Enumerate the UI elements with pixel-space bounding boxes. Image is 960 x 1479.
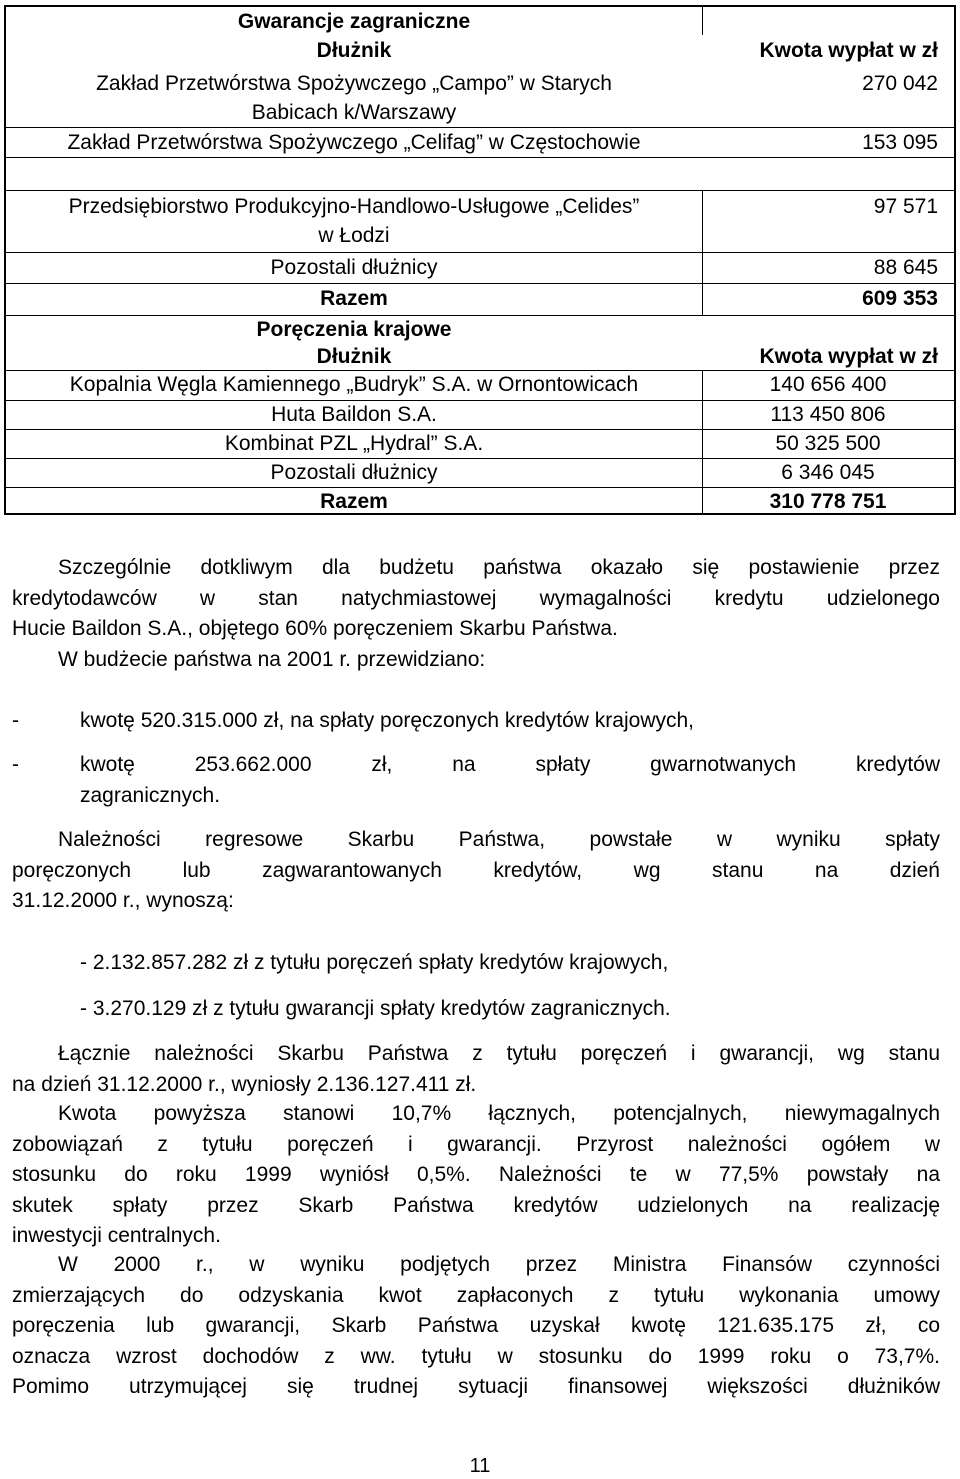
paragraph: Należności regresowe Skarbu Państwa, powstałe w wyniku spłaty poręczonych lub zagwarantowanych kredytów, wg stanu na dzień 31.12.2000 r., wynoszą: [12,828,940,912]
list-item: - 3.270.129 zł z tytułu gwarancji spłaty kredytów zagranicznych. [80,997,671,1020]
list-item: kwotę 520.315.000 zł, na spłaty poręczonych kredytów krajowych, [80,709,694,732]
amount-cell: 88 645 [873,256,938,279]
paragraph: Łącznie należności Skarbu Państwa z tytułu poręczeń i gwarancji, wg stanu na dzień 31.12.2000 r., wyniosły 2.136.127.411 zł. [12,1042,940,1096]
debtor-cell: Zakład Przetwórstwa Spożywczego „Campo” w Starych Babicach k/Warszawy [96,72,612,124]
table-total-row [6,487,954,515]
col-header-amount: Kwota wypłat w zł [759,39,938,62]
debtor-cell: Pozostali dłużnicy [270,256,438,279]
table-total-row [6,283,954,316]
table-row [6,458,954,488]
paragraph: W budżecie państwa na 2001 r. przewidziano: [58,648,486,671]
table-row [6,429,954,459]
table-header-row [6,342,954,371]
page-number: 11 [469,1455,491,1477]
total-amount: 609 353 [862,287,938,310]
col-header-debtor: Dłużnik [316,345,392,368]
paragraph: Szczególnie dotkliwym dla budżetu państwa okazało się postawienie przez kredytodawców w stan natychmiastowej wymagalności kredytu udzielonego Hucie Baildon S.A., objętego 60% poręczeniem Skarbu Państwa. [12,556,940,640]
col-header-amount: Kwota wypłat w zł [759,345,938,368]
debtor-cell: Zakład Przetwórstwa Spożywczego „Celifag” w Częstochowie [67,131,641,154]
guarantees-table [4,5,956,515]
amount-cell: 270 042 [862,72,938,95]
table-row [6,252,954,284]
table-row [6,370,954,401]
amount-cell: 97 571 [873,195,938,218]
table-row [6,315,954,342]
list-item: - 2.132.857.282 zł z tytułu poręczeń spłaty kredytów krajowych, [80,951,669,974]
col-header-debtor: Dłużnik [316,39,392,62]
amount-cell: 113 450 806 [770,403,886,426]
paragraph: W 2000 r., w wyniku podjętych przez Ministra Finansów czynności zmierzających do odzyskania kwot zapłaconych z tytułu wykonania umowy poręczenia lub gwarancji, Skarb Państwa uzyskał kwotę 121.635.175 zł, co oznacza wzrost dochodów z ww. tytułu w stosunku do 1999 roku o 73,7%. Pomimo utrzymującej się trudnej sytuacji finansowej większości dłużników [12,1253,940,1398]
table-row [6,400,954,430]
dash-marker: - [12,753,19,776]
total-label: Razem [320,490,388,513]
debtor-cell: Huta Baildon S.A. [271,403,437,426]
paragraph: Kwota powyższa stanowi 10,7% łącznych, potencjalnych, niewymagalnych zobowiązań z tytułu poręczeń i gwarancji. Przyrost należności ogółem w stosunku do roku 1999 wyniósł 0,5%. Należności te w 77,5% powstały na skutek spłaty przez Skarb Państwa kredytów udzielonych na realizację inwestycji centralnych. [12,1102,940,1247]
table-row [6,127,954,158]
table-row [6,7,954,35]
debtor-cell: Kopalnia Węgla Kamiennego „Budryk” S.A. w Ornontowicach [69,373,639,396]
amount-cell: 153 095 [862,131,938,154]
amount-cell: 140 656 400 [769,373,887,396]
list-item: kwotę 253.662.000 zł, na spłaty gwarnotwanych kredytów zagranicznych. [80,753,940,807]
total-label: Razem [320,287,388,310]
amount-cell: 6 346 045 [781,461,875,484]
debtor-cell: Pozostali dłużnicy [270,461,438,484]
table-gap-row [6,157,954,191]
dash-marker: - [12,709,19,732]
section-title-domestic: Poręczenia krajowe [256,318,452,341]
total-amount: 310 778 751 [769,490,887,513]
debtor-cell: Kombinat PZL „Hydral” S.A. [224,432,484,455]
amount-cell: 50 325 500 [775,432,881,455]
section-title-foreign: Gwarancje zagraniczne [237,10,471,33]
table-header-row [6,35,954,65]
table-row [6,190,954,253]
debtor-cell: Przedsiębiorstwo Produkcyjno-Handlowo-Usługowe „Celides” w Łodzi [68,195,640,247]
table-row [6,65,954,128]
